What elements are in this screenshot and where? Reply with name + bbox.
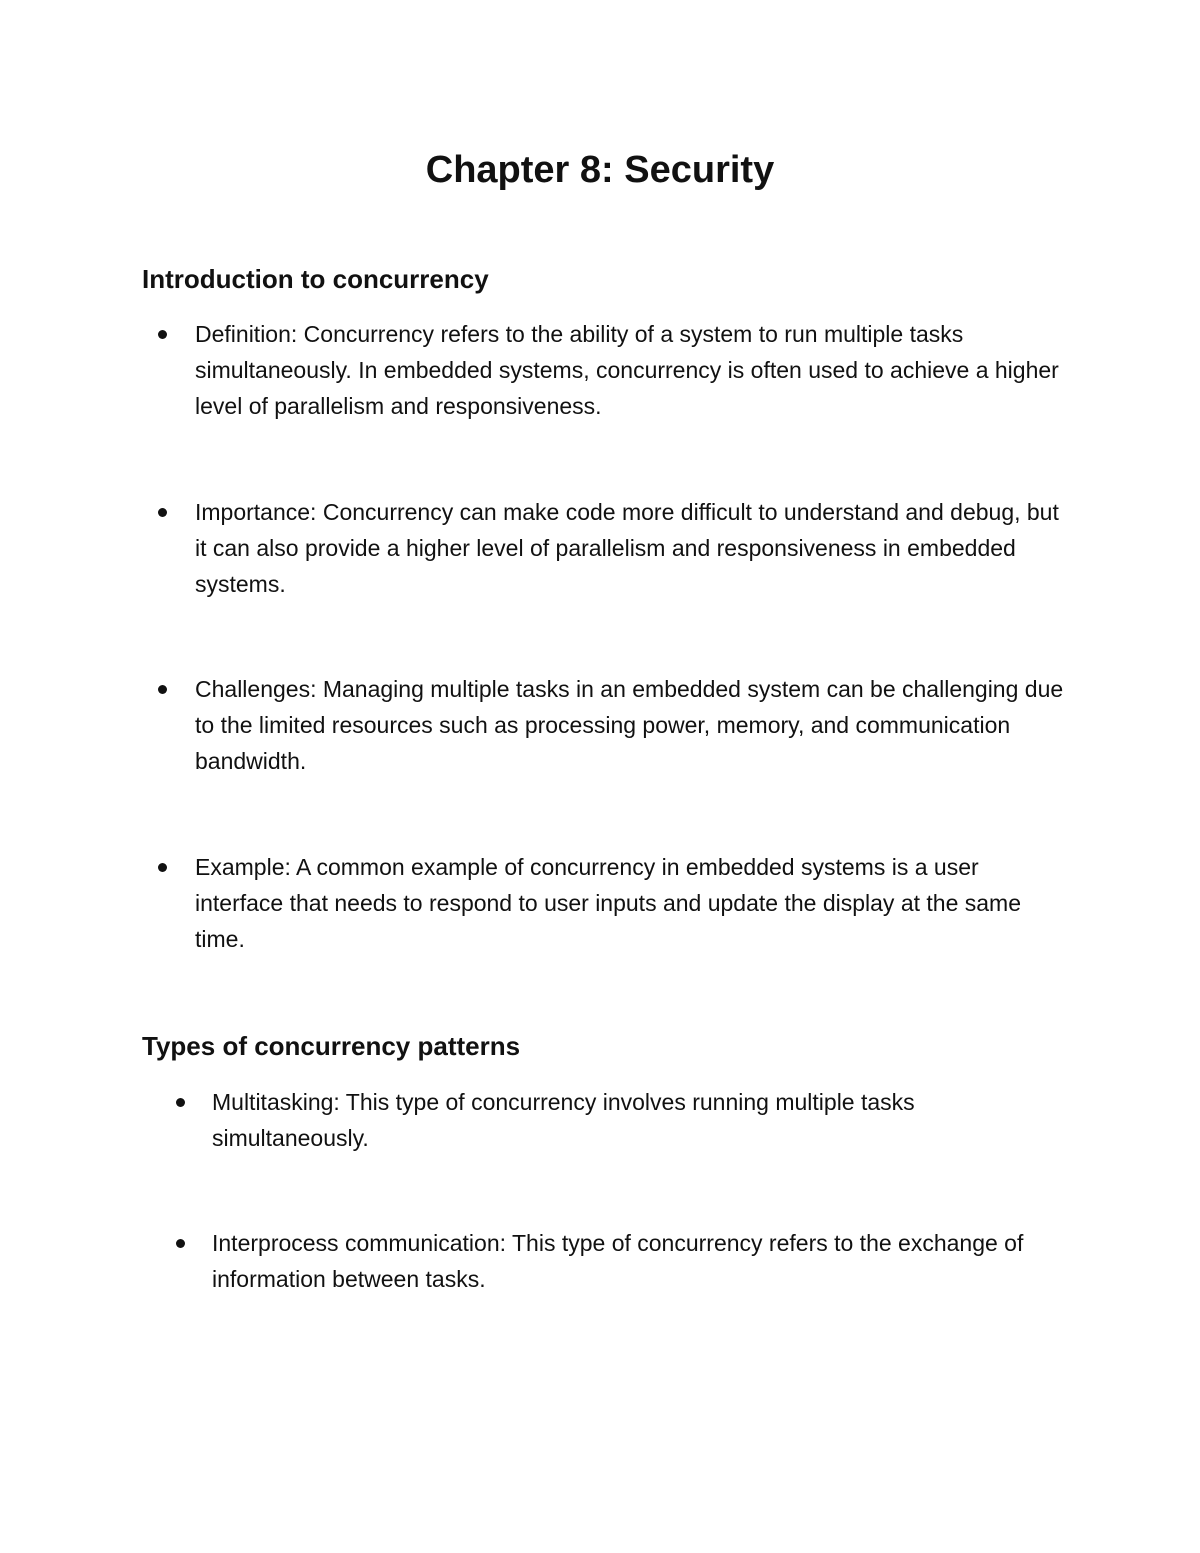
list-item-interprocess-communication [212,1225,1072,1297]
list-item-challenges [195,671,1065,779]
bullet-icon [158,685,167,694]
bullet-icon [176,1098,185,1107]
page-title: Chapter 8: Security [425,149,775,191]
list-item-multitasking [212,1084,1072,1156]
section-heading-introduction: Introduction to concurrency [142,264,489,294]
list-item-text: Example: A common example of concurrency in embedded systems is a user interface that needs to respond to user inputs and update the display at the same time. [195,854,1021,952]
list-item-text: Challenges: Managing multiple tasks in an embedded system can be challenging due to the limited resources such as processing power, memory, and communication bandwidth. [195,676,1064,774]
list-item-example [195,849,1065,957]
list-item-text: Interprocess communication: This type of concurrency refers to the exchange of information between tasks. [212,1230,1024,1292]
list-item-text: Importance: Concurrency can make code more difficult to understand and debug, but it can also provide a higher level of parallelism and responsiveness in embedded systems. [195,499,1059,597]
bullet-icon [158,508,167,517]
bullet-icon [158,330,167,339]
list-item-text: Definition: Concurrency refers to the ability of a system to run multiple tasks simultaneously. In embedded systems, concurrency is often used to achieve a higher level of parallelism and responsiveness. [195,321,1059,419]
list-item-text: Multitasking: This type of concurrency involves running multiple tasks simultaneously. [212,1089,915,1151]
bullet-icon [158,863,167,872]
bullet-icon [176,1239,185,1248]
list-item-importance [195,494,1065,602]
section-heading-patterns: Types of concurrency patterns [142,1031,521,1061]
list-item-definition [195,316,1065,424]
